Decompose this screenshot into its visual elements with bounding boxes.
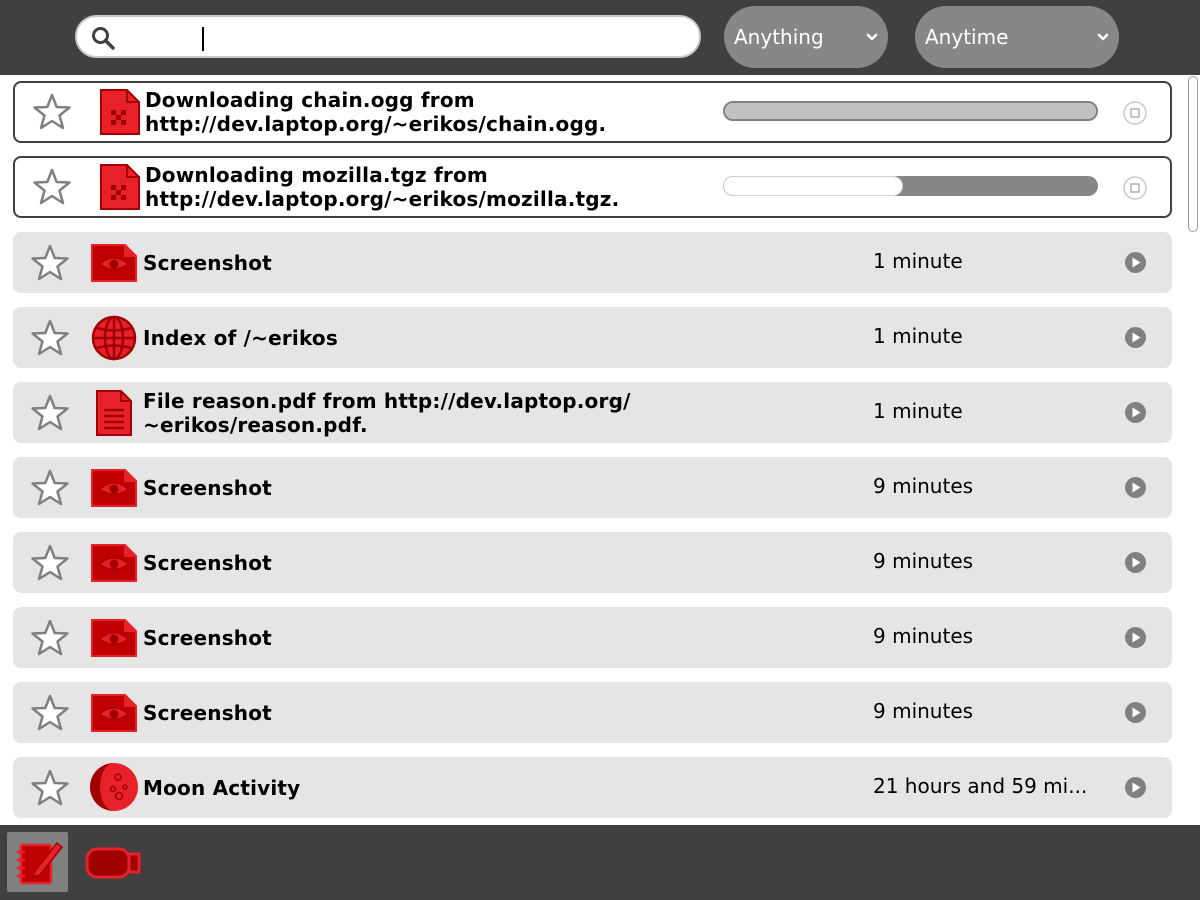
- entry-title-line1: Screenshot: [143, 250, 272, 275]
- scrollbar-thumb[interactable]: [1188, 76, 1198, 232]
- filter-time-label: Anytime: [925, 25, 1009, 49]
- cancel-download-icon[interactable]: [1123, 176, 1147, 200]
- entry-title: [145, 81, 705, 142]
- journal-entry-row[interactable]: [13, 382, 1172, 443]
- entry-title-line1: File reason.pdf from http://dev.laptop.org/: [143, 388, 631, 413]
- bottom-bar: [0, 825, 1200, 900]
- resume-play-icon[interactable]: [1124, 701, 1147, 724]
- image-eye-icon: [91, 690, 137, 736]
- entry-title-line1: Screenshot: [143, 625, 272, 650]
- progress-fill: [725, 103, 1096, 119]
- usb-device-icon[interactable]: [84, 843, 142, 883]
- entry-title-line1: Moon Activity: [143, 775, 301, 800]
- entry-title-line2: http://dev.laptop.org/~erikos/chain.ogg.: [145, 111, 607, 136]
- entry-title: [143, 232, 703, 293]
- filter-type-label: Anything: [734, 25, 824, 49]
- journal-list: [0, 75, 1186, 825]
- journal-entry-row[interactable]: [13, 457, 1172, 518]
- entry-title-line2: ~erikos/reason.pdf.: [143, 412, 368, 437]
- star-icon[interactable]: [30, 543, 70, 583]
- star-icon[interactable]: [30, 318, 70, 358]
- entry-time: 1 minute: [873, 249, 963, 273]
- text-caret: [202, 27, 204, 51]
- star-icon[interactable]: [30, 768, 70, 808]
- entry-title: [143, 607, 703, 668]
- star-icon[interactable]: [30, 243, 70, 283]
- resume-play-icon[interactable]: [1124, 626, 1147, 649]
- chevron-down-icon: [866, 32, 878, 42]
- entry-time: 9 minutes: [873, 474, 974, 498]
- download-progress-bar: [723, 176, 1098, 196]
- resume-play-icon[interactable]: [1124, 401, 1147, 424]
- entry-time: 1 minute: [873, 399, 963, 423]
- journal-entry-row[interactable]: [13, 607, 1172, 668]
- resume-play-icon[interactable]: [1124, 326, 1147, 349]
- journal-tab[interactable]: [7, 832, 68, 892]
- filter-time-dropdown[interactable]: [915, 6, 1119, 68]
- journal-entry-row[interactable]: [13, 682, 1172, 743]
- search-box[interactable]: [75, 15, 701, 58]
- entry-title: [145, 156, 705, 217]
- star-icon[interactable]: [30, 393, 70, 433]
- download-row[interactable]: [13, 156, 1172, 218]
- download-row[interactable]: [13, 81, 1172, 143]
- entry-time: 9 minutes: [873, 699, 974, 723]
- moon-activity-icon: [89, 762, 139, 812]
- entry-time: 21 hours and 59 mi...: [873, 774, 1088, 798]
- search-icon: [91, 26, 115, 50]
- entry-title-line2: http://dev.laptop.org/~erikos/mozilla.tgz.: [145, 186, 620, 211]
- cancel-download-icon[interactable]: [1123, 101, 1147, 125]
- star-icon[interactable]: [32, 167, 72, 207]
- entry-title: [143, 457, 703, 518]
- entry-time: 9 minutes: [873, 624, 974, 648]
- entry-title-line1: Index of /~erikos: [143, 325, 338, 350]
- star-icon[interactable]: [32, 92, 72, 132]
- image-eye-icon: [91, 240, 137, 286]
- entry-title-line1: Screenshot: [143, 700, 272, 725]
- generic-file-red-icon: [97, 164, 143, 210]
- resume-play-icon[interactable]: [1124, 551, 1147, 574]
- filter-type-dropdown[interactable]: [724, 6, 888, 68]
- entry-title: [143, 307, 703, 368]
- resume-play-icon[interactable]: [1124, 476, 1147, 499]
- journal-entry-row[interactable]: [13, 532, 1172, 593]
- journal-icon: [13, 837, 63, 887]
- document-icon: [91, 390, 137, 436]
- entry-title-line1: Screenshot: [143, 550, 272, 575]
- globe-icon: [91, 315, 137, 361]
- entry-title: [143, 532, 703, 593]
- journal-entry-row[interactable]: [13, 757, 1172, 818]
- entry-title: [143, 757, 703, 818]
- entry-title-line1: Screenshot: [143, 475, 272, 500]
- image-eye-icon: [91, 615, 137, 661]
- star-icon[interactable]: [30, 618, 70, 658]
- generic-file-red-icon: [97, 89, 143, 135]
- progress-fill: [723, 176, 903, 196]
- resume-play-icon[interactable]: [1124, 251, 1147, 274]
- resume-play-icon[interactable]: [1124, 776, 1147, 799]
- journal-entry-row[interactable]: [13, 232, 1172, 293]
- entry-title-line1: Downloading chain.ogg from: [145, 87, 475, 112]
- entry-title: [143, 382, 703, 443]
- journal-entry-row[interactable]: [13, 307, 1172, 368]
- entry-title: [143, 682, 703, 743]
- star-icon[interactable]: [30, 468, 70, 508]
- toolbar: [0, 0, 1200, 75]
- download-progress-bar: [723, 101, 1098, 121]
- image-eye-icon: [91, 540, 137, 586]
- entry-time: 1 minute: [873, 324, 963, 348]
- entry-title-line1: Downloading mozilla.tgz from: [145, 162, 488, 187]
- chevron-down-icon: [1097, 32, 1109, 42]
- star-icon[interactable]: [30, 693, 70, 733]
- entry-time: 9 minutes: [873, 549, 974, 573]
- search-input[interactable]: [123, 23, 683, 51]
- image-eye-icon: [91, 465, 137, 511]
